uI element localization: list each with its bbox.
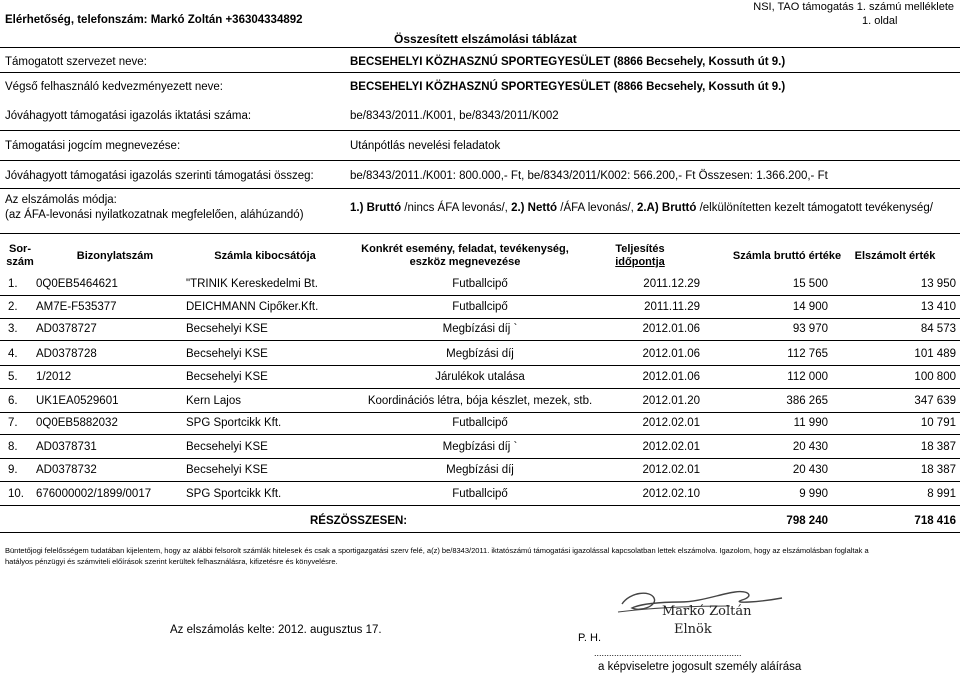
page-title: Összesített elszámolási táblázat <box>394 32 577 46</box>
cell-issuer: Kern Lajos <box>186 395 241 407</box>
cell-document-number: 676000002/1899/0017 <box>36 488 152 500</box>
row-divider <box>0 388 960 389</box>
col-header-description: Konkrét esemény, feladat, tevékenység, eszköz megnevezése <box>361 243 569 268</box>
cell-accounted-value: 347 639 <box>914 395 956 407</box>
field-label-reference: Jóváhagyott támogatási igazolás iktatási száma: <box>5 110 252 122</box>
cell-description: Futballcipő <box>452 301 508 313</box>
cell-gross-value: 11 990 <box>793 417 828 429</box>
row-divider <box>0 340 960 341</box>
field-value-organization: BECSEHELYI KÖZHASZNÚ SPORTEGYESÜLET (8866 Becsehely, Kossuth út 9.) <box>350 56 786 68</box>
cell-issuer: "TRINIK Kereskedelmi Bt. <box>186 278 318 290</box>
cell-issuer: SPG Sportcikk Kft. <box>186 417 282 429</box>
divider <box>0 47 960 48</box>
field-value-beneficiary: BECSEHELYI KÖZHASZNÚ SPORTEGYESÜLET (8866 Becsehely, Kossuth út 9.) <box>350 81 786 93</box>
divider <box>0 72 960 73</box>
cell-description: Megbízási díj <box>446 464 514 476</box>
cell-description: Megbízási díj <box>446 348 514 360</box>
row-divider <box>0 295 960 296</box>
annex-label: NSI, TAO támogatás 1. számú melléklete <box>753 1 954 13</box>
divider <box>0 160 960 161</box>
stamp-placeholder: P. H. <box>578 632 602 644</box>
stamp-title: Elnök <box>674 622 712 637</box>
signature-caption: a képviseletre jogosult személy aláírása <box>598 661 802 673</box>
col-header-accounted: Elszámolt érték <box>854 250 936 262</box>
field-label-title: Támogatási jogcím megnevezése: <box>5 140 181 152</box>
cell-gross-value: 14 900 <box>792 301 828 313</box>
cell-description: Járulékok utalása <box>435 371 525 383</box>
cell-issuer: SPG Sportcikk Kft. <box>186 488 282 500</box>
signature-dots: ........................................................... <box>594 648 742 658</box>
cell-issuer: Becsehelyi KSE <box>186 441 268 453</box>
cell-fulfillment-date: 2012.02.01 <box>642 417 700 429</box>
col-header-document: Bizonylatszám <box>76 250 154 262</box>
cell-accounted-value: 18 387 <box>920 464 956 476</box>
cell-gross-value: 386 265 <box>786 395 828 407</box>
cell-row-number: 2. <box>8 301 18 313</box>
cell-fulfillment-date: 2012.01.06 <box>642 371 700 383</box>
option-gross-separate: 2.A) Bruttó <box>636 202 697 214</box>
field-value-reference: be/8343/2011./K001, be/8343/2011/K002 <box>350 110 559 122</box>
col-header-date: Teljesítés időpontja <box>615 243 665 268</box>
cell-description: Futballcipő <box>452 417 508 429</box>
cell-fulfillment-date: 2012.01.20 <box>642 395 700 407</box>
cell-gross-value: 9 990 <box>799 488 828 500</box>
cell-fulfillment-date: 2011.11.29 <box>644 301 700 313</box>
cell-gross-value: 15 500 <box>792 278 828 290</box>
cell-issuer: DEICHMANN Cipőker.Kft. <box>186 301 319 313</box>
cell-row-number: 9. <box>8 464 18 476</box>
table-row <box>0 275 960 293</box>
row-divider <box>0 412 960 413</box>
table-row <box>0 414 960 432</box>
cell-description: Megbízási díj ` <box>442 441 518 453</box>
signature-block <box>610 572 790 642</box>
row-divider <box>0 481 960 482</box>
cell-gross-value: 20 430 <box>792 441 828 453</box>
cell-accounted-value: 100 800 <box>914 371 956 383</box>
cell-accounted-value: 84 573 <box>920 323 956 335</box>
cell-gross-value: 20 430 <box>792 464 828 476</box>
method-options: 1.) Bruttó /nincs ÁFA levonás/, 2.) Nettó /ÁFA levonás/, 2.A) Bruttó /elkülönítetten kezelt támogatott tevékenység/ <box>350 202 933 214</box>
cell-fulfillment-date: 2012.02.10 <box>642 488 700 500</box>
col-header-issuer: Számla kibocsátója <box>214 250 316 262</box>
row-divider <box>0 434 960 435</box>
table-row <box>0 345 960 363</box>
table-row <box>0 298 960 316</box>
divider <box>0 532 960 533</box>
cell-row-number: 3. <box>8 323 18 335</box>
cell-row-number: 4. <box>8 348 18 360</box>
cell-description: Megbízási díj ` <box>442 323 518 335</box>
divider <box>0 188 960 189</box>
cell-gross-value: 112 000 <box>787 371 828 383</box>
cell-accounted-value: 13 410 <box>920 301 956 313</box>
cell-fulfillment-date: 2011.12.29 <box>643 278 700 290</box>
settlement-date: Az elszámolás kelte: 2012. augusztus 17. <box>170 624 382 636</box>
option-net: 2.) Nettó <box>511 202 558 214</box>
table-row <box>0 320 960 338</box>
col-header-row-number: Sor- szám <box>6 243 34 268</box>
cell-document-number: AD0378732 <box>36 464 97 476</box>
table-row <box>0 485 960 503</box>
stamp-name: Markó Zoltán <box>662 604 752 619</box>
cell-document-number: AM7E-F535377 <box>36 301 117 313</box>
divider <box>0 233 960 234</box>
cell-accounted-value: 101 489 <box>914 348 956 360</box>
field-label-beneficiary: Végső felhasználó kedvezményezett neve: <box>5 81 223 93</box>
cell-gross-value: 93 970 <box>792 323 828 335</box>
col-header-gross: Számla bruttó értéke <box>732 250 842 262</box>
cell-document-number: AD0378731 <box>36 441 97 453</box>
cell-accounted-value: 8 991 <box>927 488 956 500</box>
total-label: RÉSZÖSSZESEN: <box>310 515 408 527</box>
cell-gross-value: 112 765 <box>787 348 828 360</box>
cell-issuer: Becsehelyi KSE <box>186 371 268 383</box>
total-gross: 798 240 <box>786 515 828 527</box>
cell-row-number: 10. <box>8 488 24 500</box>
cell-document-number: 0Q0EB5882032 <box>36 417 118 429</box>
cell-row-number: 1. <box>8 278 18 290</box>
cell-fulfillment-date: 2012.02.01 <box>642 464 700 476</box>
cell-document-number: UK1EA0529601 <box>36 395 119 407</box>
cell-row-number: 8. <box>8 441 18 453</box>
page-number: 1. oldal <box>862 15 898 27</box>
cell-description: Koordinációs létra, bója készlet, mezek, stb. <box>367 395 593 407</box>
field-value-amount: be/8343/2011./K001: 800.000,- Ft, be/8343/2011/K002: 566.200,- Ft Összesen: 1.366.200,- Ft <box>350 170 828 182</box>
cell-document-number: 1/2012 <box>36 371 72 383</box>
row-divider <box>0 365 960 366</box>
cell-accounted-value: 18 387 <box>920 441 956 453</box>
cell-accounted-value: 10 791 <box>920 417 956 429</box>
row-divider <box>0 458 960 459</box>
cell-description: Futballcipő <box>452 278 508 290</box>
divider <box>0 130 960 131</box>
cell-issuer: Becsehelyi KSE <box>186 348 268 360</box>
cell-document-number: AD0378727 <box>36 323 97 335</box>
cell-fulfillment-date: 2012.02.01 <box>642 441 700 453</box>
table-row <box>0 438 960 456</box>
table-row <box>0 368 960 386</box>
table-row <box>0 392 960 410</box>
cell-description: Futballcipő <box>452 488 508 500</box>
cell-document-number: AD0378728 <box>36 348 97 360</box>
row-divider <box>0 505 960 506</box>
cell-issuer: Becsehelyi KSE <box>186 323 268 335</box>
cell-row-number: 7. <box>8 417 18 429</box>
total-accounted: 718 416 <box>914 515 956 527</box>
cell-accounted-value: 13 950 <box>920 278 956 290</box>
field-label-organization: Támogatott szervezet neve: <box>5 56 147 68</box>
cell-row-number: 6. <box>8 395 18 407</box>
field-value-title: Utánpótlás nevelési feladatok <box>350 140 501 152</box>
method-label: Az elszámolás módja: <box>5 194 117 206</box>
contact-line: Elérhetőség, telefonszám: Markó Zoltán +36304334892 <box>5 14 303 26</box>
table-row <box>0 461 960 479</box>
option-gross: 1.) Bruttó <box>350 202 402 214</box>
cell-issuer: Becsehelyi KSE <box>186 464 268 476</box>
field-label-amount: Jóváhagyott támogatási igazolás szerinti támogatási összeg: <box>5 170 314 182</box>
row-divider <box>0 318 960 319</box>
cell-document-number: 0Q0EB5464621 <box>36 278 118 290</box>
cell-fulfillment-date: 2012.01.06 <box>642 348 700 360</box>
cell-row-number: 5. <box>8 371 18 383</box>
cell-fulfillment-date: 2012.01.06 <box>642 323 700 335</box>
method-note: (az ÁFA-levonási nyilatkozatnak megfelelően, aláhúzandó) <box>5 209 304 221</box>
declaration-text: Büntetőjogi felelősségem tudatában kijelentem, hogy az alábbi felsorolt számlák hitelesek és csak a sportigazgatási szerv felé, a(z) be/8343/2011. iktatószámú támogatási igazolással kapcsolatban lettek elszámolva. Igazolom, hogy az elszámolásban foglaltak a hatályos pénzügyi és számviteli előírások szerint kerültek felhasználásra, kifizetésre és könyvelésre. <box>5 546 869 566</box>
